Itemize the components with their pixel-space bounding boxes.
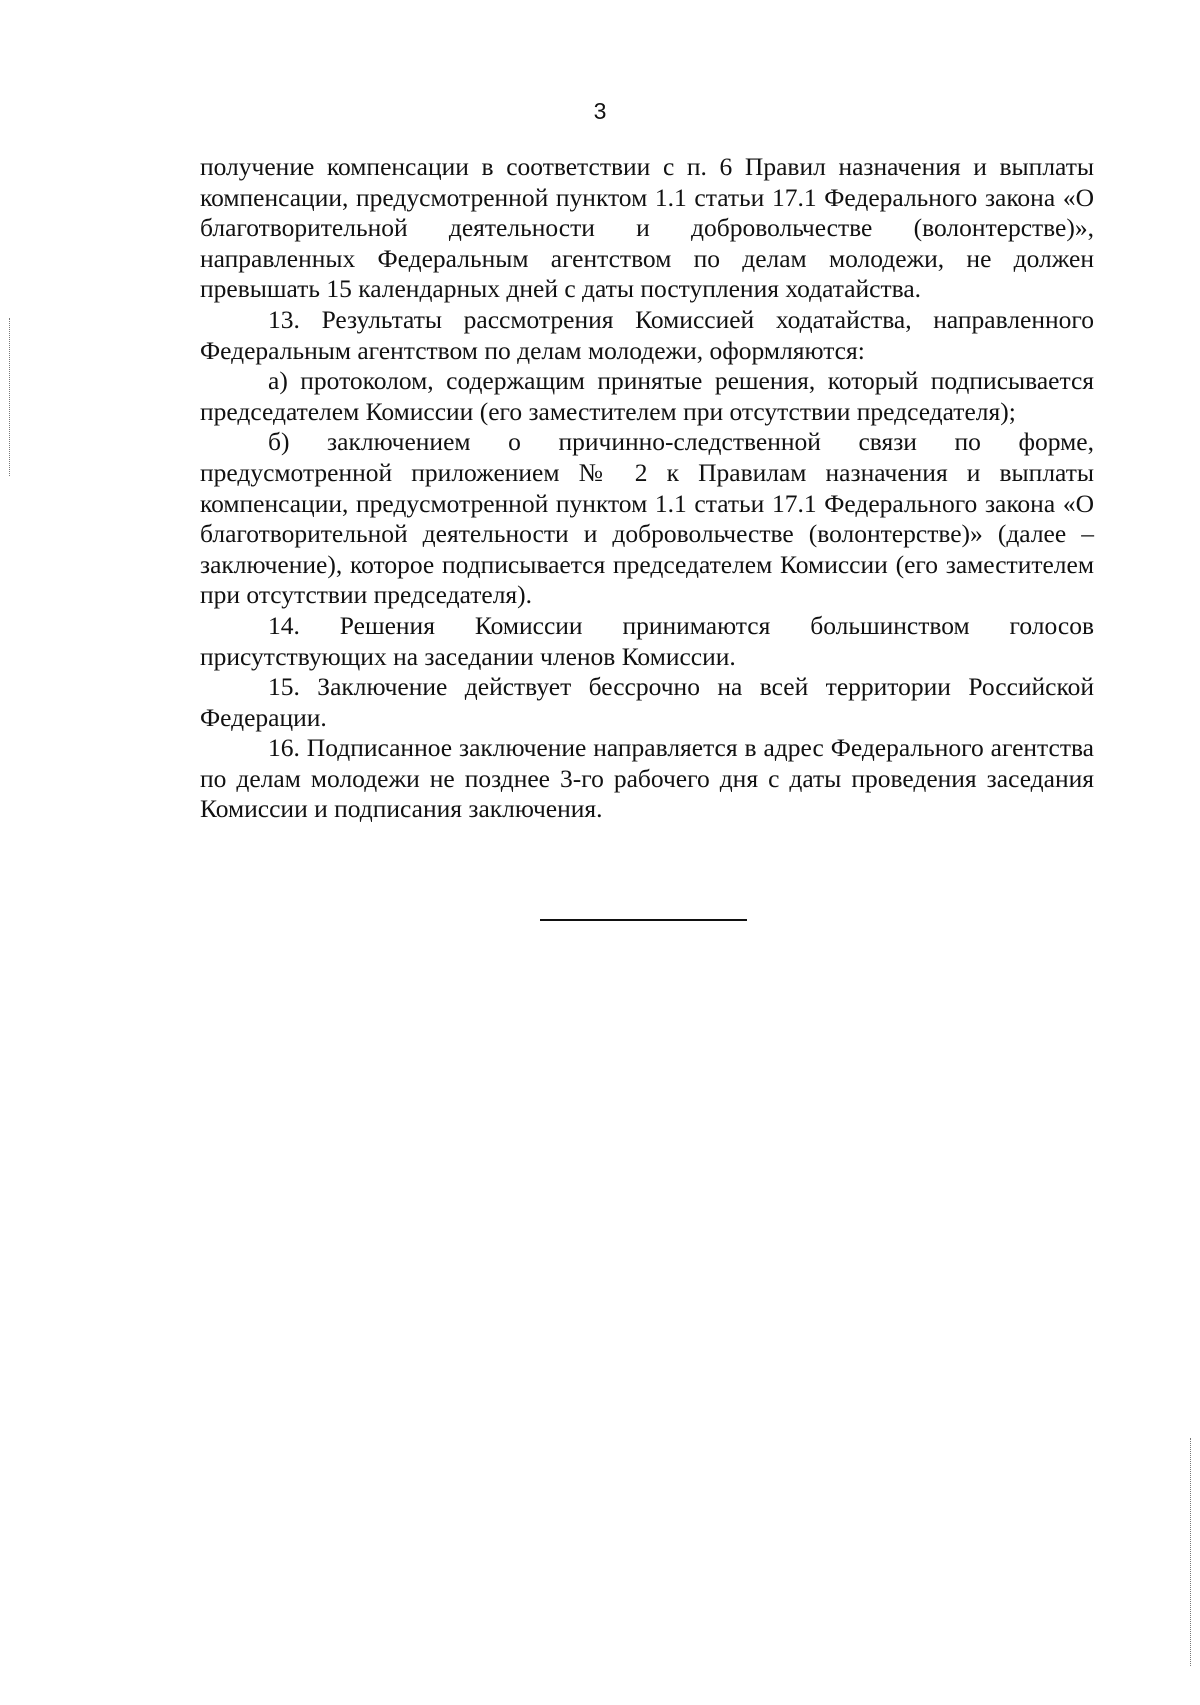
paragraph-16: 16. Подписанное заключение направляется в адрес Федерального агентства по делам молодежи не позднее 3-го рабочего дня с даты проведения заседания Комиссии и подписания заключения. (200, 733, 1094, 824)
paragraph-13b: б) заключением о причинно-следственной связи по форме, предусмотренной приложением № 2 к Правилам назначения и выплаты компенсации, предусмотренной пунктом 1.1 статьи 17.1 Федерального закона «О благотворительной деятельности и добровольчестве (волонтерстве)» (далее – заключение), которое подписывается председателем Комиссии (его заместителем при отсутствии председателя). (200, 427, 1094, 610)
page-number: 3 (593, 98, 607, 124)
paragraph-13a: а) протоколом, содержащим принятые решения, который подписывается председателем Комиссии (его заместителем при отсутствии председателя); (200, 366, 1094, 426)
left-scan-artifact (9, 318, 10, 476)
document-body (200, 152, 1094, 825)
paragraph-15: 15. Заключение действует бессрочно на всей территории Российской Федерации. (200, 672, 1094, 732)
end-of-text-rule (540, 919, 747, 921)
paragraph-continuation: получение компенсации в соответствии с п. 6 Правил назначения и выплаты компенсации, предусмотренной пунктом 1.1 статьи 17.1 Федерального закона «О благотворительной деятельности и добровольчестве (волонтерстве)», направленных Федеральным агентством по делам молодежи, не должен превышать 15 календарных дней с даты поступления ходатайства. (200, 152, 1094, 304)
paragraph-13: 13. Результаты рассмотрения Комиссией ходатайства, направленного Федеральным агентством по делам молодежи, оформляются: (200, 304, 1094, 365)
paragraph-14: 14. Решения Комиссии принимаются большинством голосов присутствующих на заседании членов Комиссии. (200, 610, 1094, 671)
right-scan-artifact (1190, 1438, 1191, 1666)
